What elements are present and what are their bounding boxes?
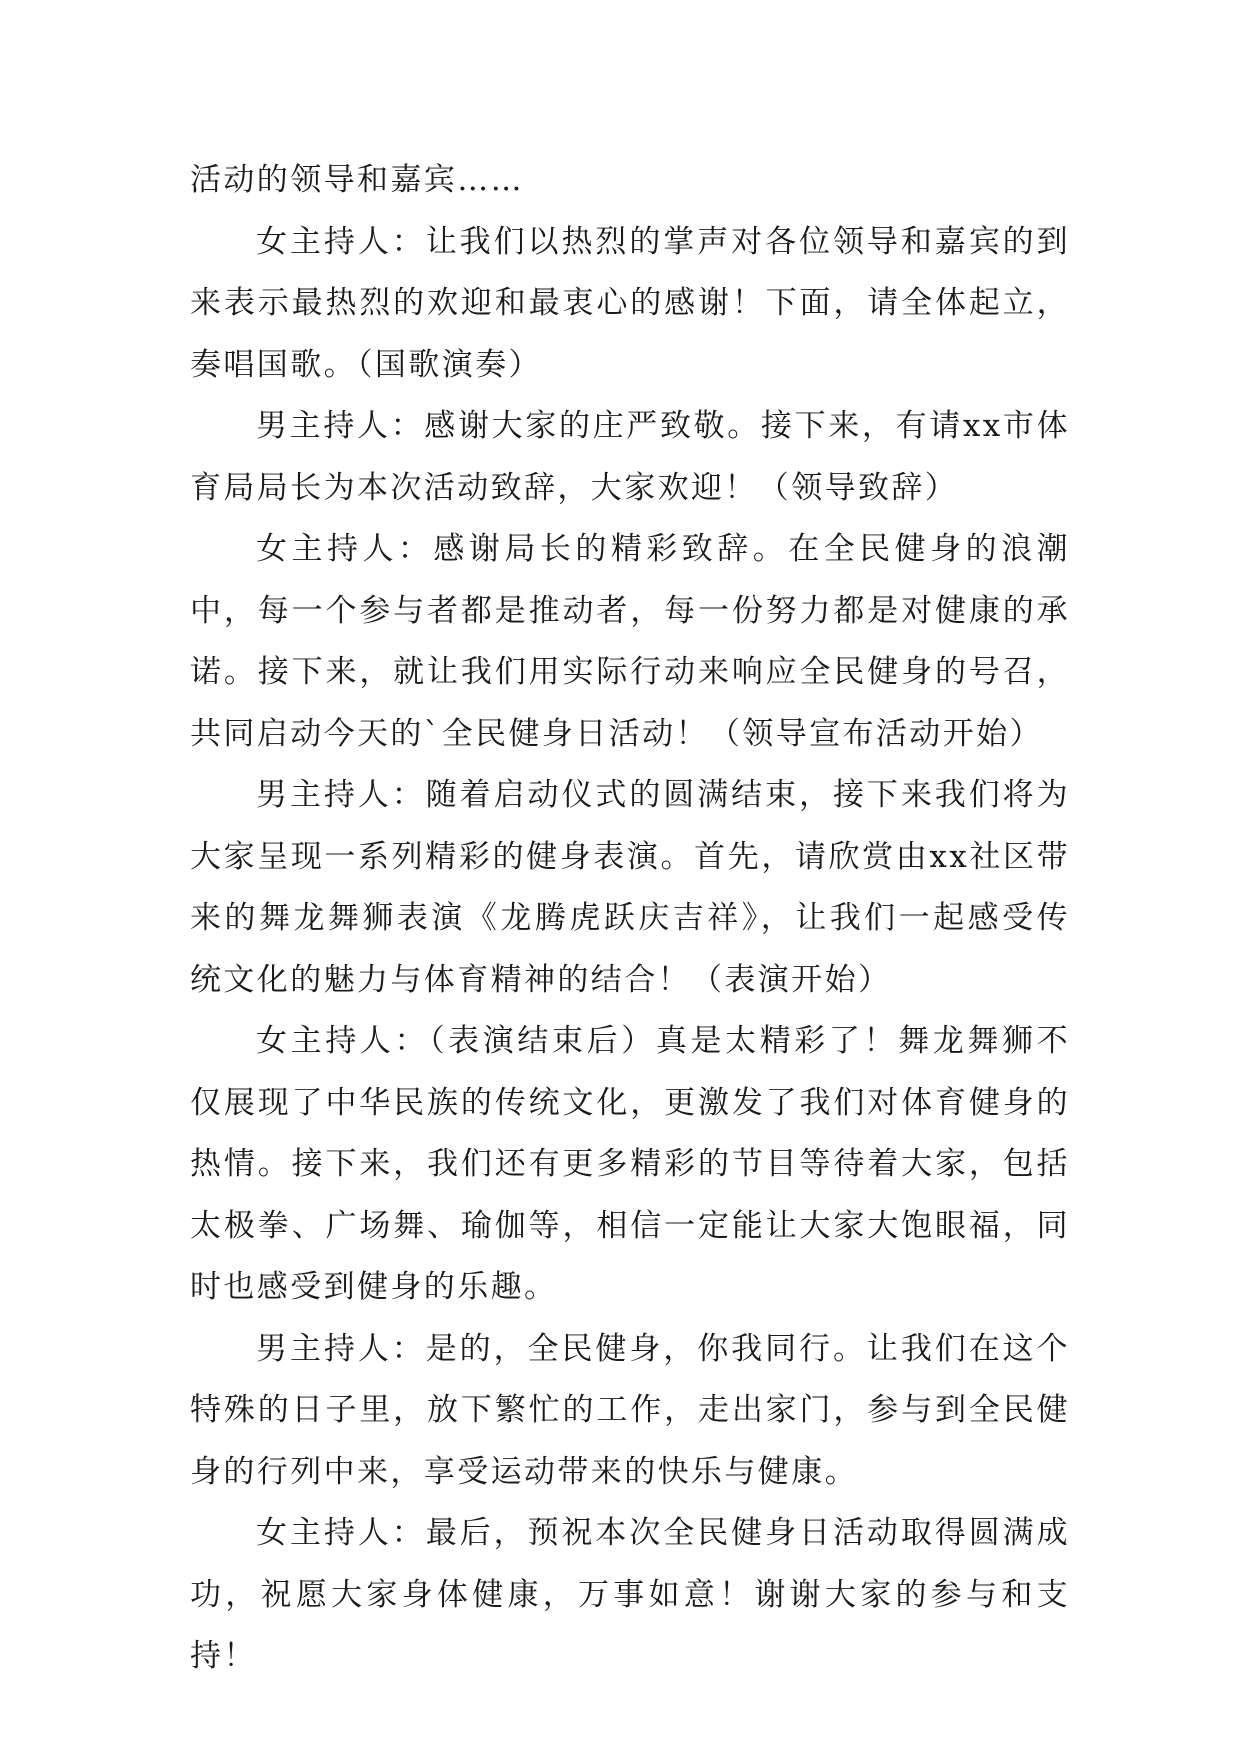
paragraph-continuation: 活动的领导和嘉宾…… [190,162,524,198]
paragraph-male-host-fitness: 男主持人：是的，全民健身，你我同行。让我们在这个特殊的日子里，放下繁忙的工作，走出家门，参与到全民健身的行列中来，享受运动带来的快乐与健康。 [190,1330,1070,1490]
paragraph-female-host-after-performance: 女主持人：（表演结束后）真是太精彩了！舞龙舞狮不仅展现了中华民族的传统文化，更激发了我们对体育健身的热情。接下来，我们还有更多精彩的节目等待着大家，包括太极拳、广场舞、瑜伽等，相信一定能让大家大饱眼福，同时也感受到健身的乐趣。 [190,1023,1070,1305]
paragraph-male-host-performance: 男主持人：随着启动仪式的圆满结束，接下来我们将为大家呈现一系列精彩的健身表演。首先，请欣赏由xx社区带来的舞龙舞狮表演《龙腾虎跃庆吉祥》，让我们一起感受传统文化的魅力与体育精神的结合！（表演开始） [190,777,1070,998]
paragraph-female-host-anthem: 女主持人：让我们以热烈的掌声对各位领导和嘉宾的到来表示最热烈的欢迎和最衷心的感谢！下面，请全体起立，奏唱国歌。（国歌演奏） [190,223,1070,383]
document-body [190,150,1070,1688]
paragraph-female-host-closing: 女主持人：最后，预祝本次全民健身日活动取得圆满成功，祝愿大家身体健康，万事如意！谢谢大家的参与和支持！ [190,1515,1070,1674]
paragraph-female-host-launch: 女主持人：感谢局长的精彩致辞。在全民健身的浪潮中，每一个参与者都是推动者，每一份努力都是对健康的承诺。接下来，就让我们用实际行动来响应全民健身的号召，共同启动今天的`全民健身日活动！（领导宣布活动开始） [190,531,1070,752]
paragraph-male-host-speech-invite: 男主持人：感谢大家的庄严致敬。接下来，有请xx市体育局局长为本次活动致辞，大家欢迎！（领导致辞） [190,408,1070,506]
